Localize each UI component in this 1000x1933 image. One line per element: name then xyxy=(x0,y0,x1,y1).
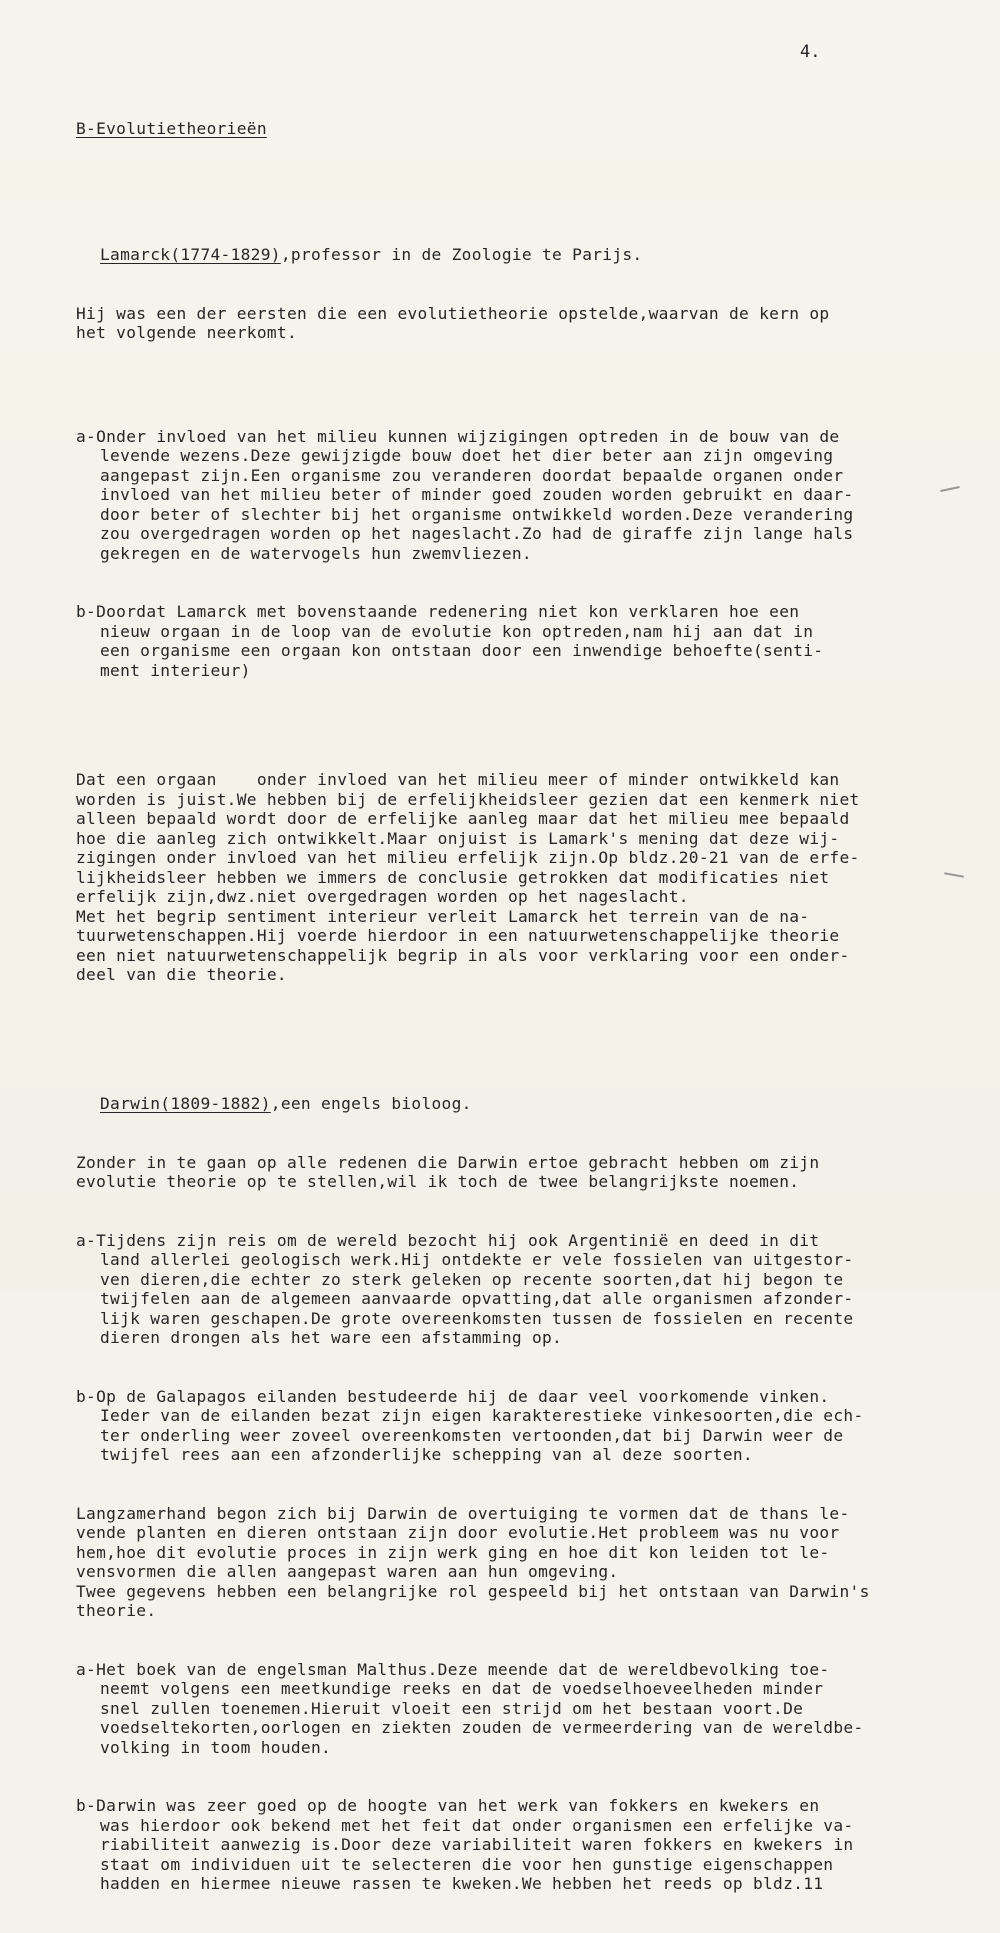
list-item-line: levende wezens.Deze gewijzigde bouw doet het dier beter aan zijn omgeving xyxy=(100,446,834,465)
list-item-line: twijfel rees aan een afzonderlijke schepping van al deze soorten. xyxy=(100,1445,753,1464)
text-line: hoe die aanleg zich ontwikkelt.Maar onjuist is Lamark's mening dat deze wij- xyxy=(76,828,840,848)
lamarck-intro: Lamarck(1774-1829),professor in de Zoologie te Parijs. xyxy=(100,245,643,264)
text-line: Zonder in te gaan op alle redenen die Darwin ertoe gebracht hebben om zijn xyxy=(76,1152,820,1172)
lamarck-name: Lamarck(1774-1829) xyxy=(100,245,281,264)
text-line: hem,hoe dit evolutie proces in zijn werk ging en hoe dit kon leiden tot le- xyxy=(76,1542,830,1562)
darwin-intro: Darwin(1809-1882),een engels bioloog. xyxy=(100,1094,472,1113)
list-item-line: een organisme een orgaan kon ontstaan door een inwendige behoefte(senti- xyxy=(100,641,824,660)
list-item-line: twijfelen aan de algemeen aanvaarde opvatting,dat alle organismen afzonder- xyxy=(100,1289,854,1308)
list-item-line: nieuw orgaan in de loop van de evolutie kon optreden,nam hij aan dat in xyxy=(100,621,814,641)
list-item-line: hadden en hiermee nieuwe rassen te kweken.We hebben het reeds op bldz.11 xyxy=(100,1874,824,1893)
text-line: het volgende neerkomt. xyxy=(76,323,298,342)
list-item-line: ment interieur) xyxy=(100,660,251,680)
list-item-line: gekregen en de watervogels hun zwemvliezen. xyxy=(100,543,532,563)
text-line: deel van die theorie. xyxy=(76,965,287,984)
list-item-line: dieren drongen als het ware een afstamming op. xyxy=(100,1328,563,1347)
text-line: een niet natuurwetenschappelijk begrip in als voor verklaring voor een onder- xyxy=(76,945,850,965)
list-item-line: aangepast zijn.Een organisme zou veranderen doordat bepaalde organen onder xyxy=(100,465,844,485)
list-item-line: door beter of slechter bij het organisme ontwikkeld worden.Deze verandering xyxy=(100,504,854,524)
list-item-line: was hierdoor ook bekend met het feit dat onder organismen een erfelijke va- xyxy=(100,1815,854,1835)
list-item-line: staat om individuen uit te selecteren die voor hen gunstige eigenschappen xyxy=(100,1854,834,1874)
text-line: theorie. xyxy=(76,1601,157,1620)
list-item-line: ven dieren,die echter zo sterk geleken op recente soorten,dat hij begon te xyxy=(100,1269,844,1289)
list-item-line: a-Onder invloed van het milieu kunnen wijzigingen optreden in de bouw van de xyxy=(76,426,840,446)
list-item-line: neemt volgens een meetkundige reeks en dat de voedselhoeveelheden minder xyxy=(100,1679,824,1698)
text-line: alleen bepaald wordt door de erfelijke aanleg maar dat het milieu mee bepaald xyxy=(76,809,850,828)
text-line: Met het begrip sentiment interieur verleit Lamarck het terrein van de na- xyxy=(76,906,810,926)
text-line: vensvormen die allen aangepast waren aan hun omgeving. xyxy=(76,1562,619,1581)
text-line: tuurwetenschappen.Hij voerde hierdoor in een natuurwetenschappelijke theorie xyxy=(76,926,840,945)
list-item-line: snel zullen toenemen.Hieruit vloeit een strijd om het bestaan voort.De xyxy=(100,1698,804,1718)
text-line: Hij was een der eersten die een evolutietheorie opstelde,waarvan de kern op xyxy=(76,303,830,323)
list-item-line: b-Darwin was zeer goed op de hoogte van het werk van fokkers en kwekers en xyxy=(76,1796,820,1815)
list-item-line: zou overgedragen worden op het nageslacht.Zo had de giraffe zijn lange hals xyxy=(100,524,854,543)
page-number: 4. xyxy=(800,42,821,62)
section-heading: B-Evolutietheorieën xyxy=(76,119,267,138)
list-item-line: Ieder van de eilanden bezat zijn eigen karakterestieke vinkesoorten,die ech- xyxy=(100,1406,864,1425)
list-item-line: invloed van het milieu beter of minder goed zouden worden gebruikt en daar- xyxy=(100,485,854,504)
text-line: erfelijk zijn,dwz.niet overgedragen worden op het nageslacht. xyxy=(76,887,689,906)
list-item-line: riabiliteit aanwezig is.Door deze variabiliteit waren fokkers en kwekers in xyxy=(100,1835,854,1854)
list-item-line: voedseltekorten,oorlogen en ziekten zouden de vermeerdering van de wereldbe- xyxy=(100,1718,864,1737)
list-item-line: land allerlei geologisch werk.Hij ontdekte er vele fossielen van uitgestor- xyxy=(100,1250,854,1269)
list-item-line: volking in toom houden. xyxy=(100,1737,332,1757)
text-line: vende planten en dieren ontstaan zijn door evolutie.Het probleem was nu voor xyxy=(76,1523,840,1542)
text-line: Twee gegevens hebben een belangrijke rol gespeeld bij het ontstaan van Darwin's xyxy=(76,1581,870,1601)
text-line: worden is juist.We hebben bij de erfelijkheidsleer gezien dat een kenmerk niet xyxy=(76,789,860,809)
list-item-line: a-Het boek van de engelsman Malthus.Deze meende dat de wereldbevolking toe- xyxy=(76,1659,830,1679)
text-line: zigingen onder invloed van het milieu erfelijk zijn.Op bldz.20-21 van de erfe- xyxy=(76,848,860,867)
list-item-line: lijk waren geschapen.De grote overeenkomsten tussen de fossielen en recente xyxy=(100,1308,854,1328)
text-line: lijkheidsleer hebben we immers de conclusie getrokken dat modificaties niet xyxy=(76,867,830,887)
list-item-line: a-Tijdens zijn reis om de wereld bezocht hij ook Argentinië en deed in dit xyxy=(76,1230,820,1250)
text-line: evolutie theorie op te stellen,wil ik toch de twee belangrijkste noemen. xyxy=(76,1172,800,1191)
list-item-line: ter onderling weer zoveel overeenkomsten vertoonden,dat bij Darwin weer de xyxy=(100,1425,844,1445)
document-body xyxy=(76,80,976,1933)
list-item-line: b-Op de Galapagos eilanden bestudeerde hij de daar veel voorkomende vinken. xyxy=(76,1386,830,1406)
list-item-line: b-Doordat Lamarck met bovenstaande redenering niet kon verklaren hoe een xyxy=(76,602,800,621)
text-line: Dat een orgaan onder invloed van het milieu meer of minder ontwikkeld kan xyxy=(76,770,840,789)
text-line: Langzamerhand begon zich bij Darwin de overtuiging te vormen dat de thans le- xyxy=(76,1503,850,1523)
darwin-name: Darwin(1809-1882) xyxy=(100,1094,271,1113)
